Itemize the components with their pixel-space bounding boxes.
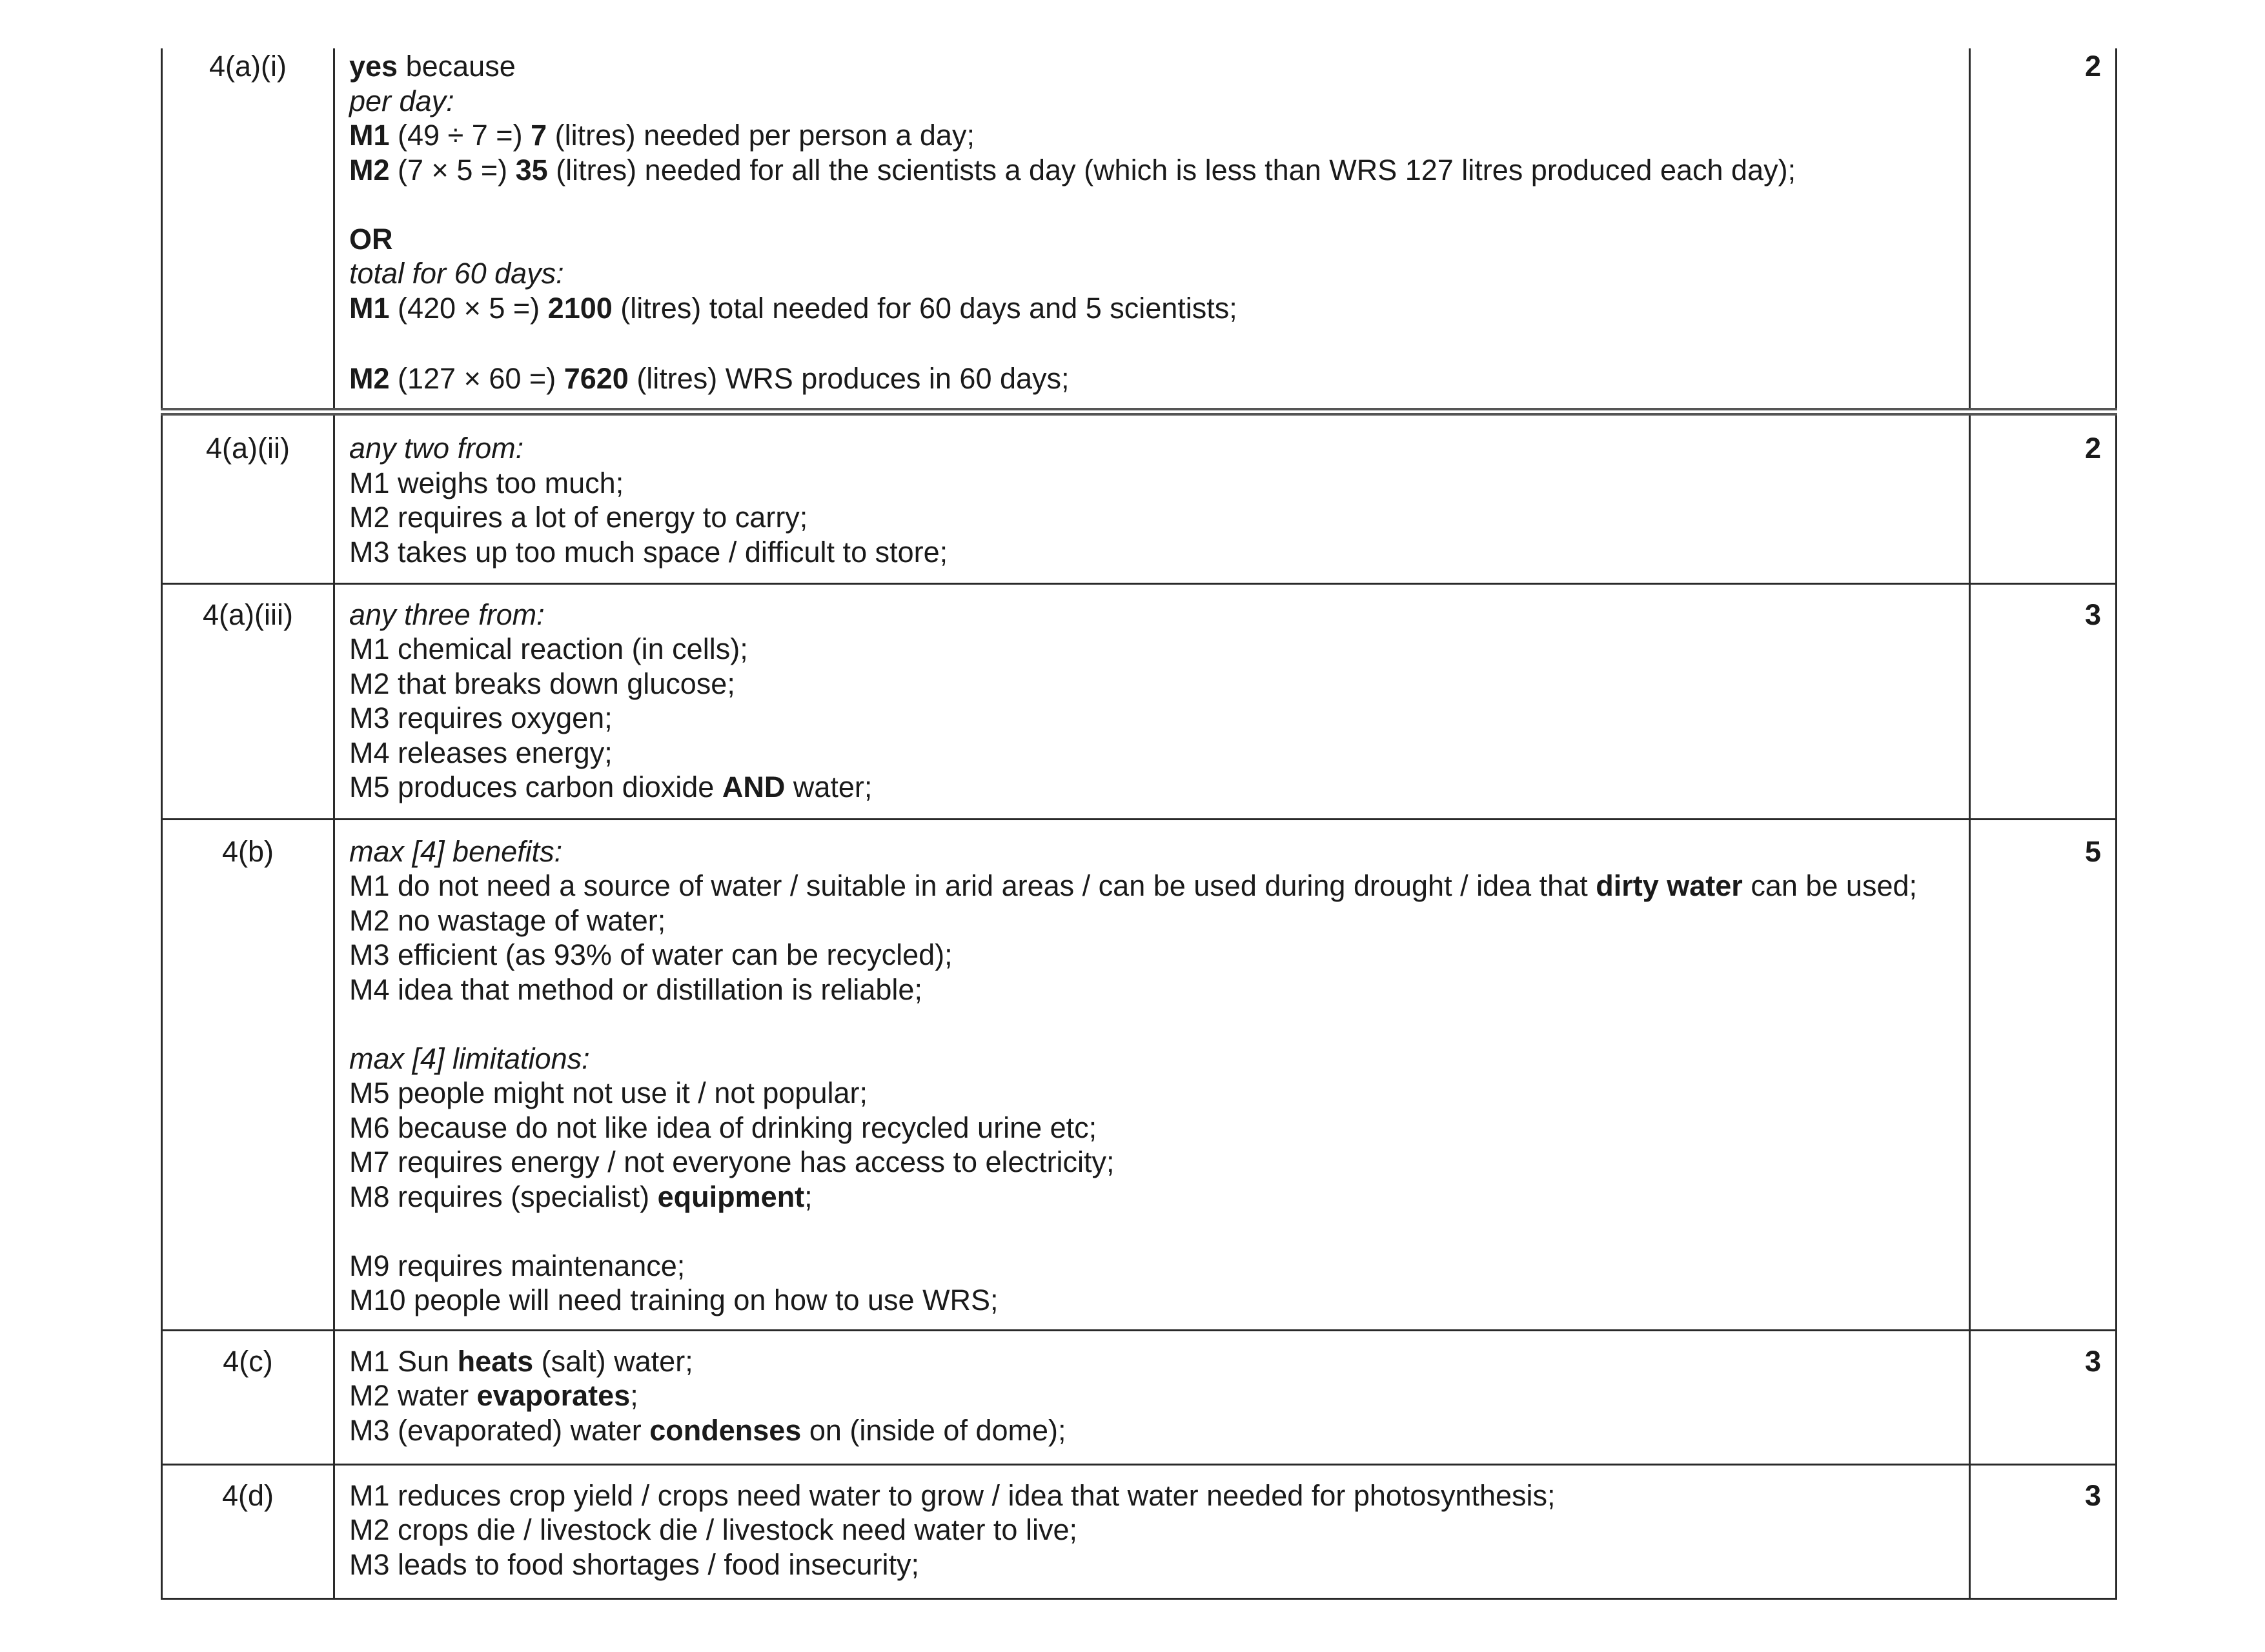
marks-cell: [1970, 819, 2117, 1330]
answer-text: because: [398, 50, 516, 83]
answer-line: [349, 1180, 1962, 1214]
table-row: [162, 583, 2117, 819]
answer-line: [349, 153, 1962, 188]
question-number: 4(d): [221, 1478, 274, 1512]
question-number: 4(a)(ii): [206, 432, 290, 465]
answer-text: (7 × 5 =): [389, 153, 516, 186]
answer-line: M2 crops die / livestock die / livestock need water to live;: [349, 1513, 1077, 1546]
answer-text: equipment: [657, 1180, 805, 1213]
answer-text: M3 (evaporated) water: [349, 1413, 650, 1447]
question-number-cell: [162, 412, 334, 583]
question-number-cell: [162, 819, 334, 1330]
answer-line: M7 requires energy / not everyone has access to electricity;: [349, 1145, 1115, 1178]
answer-text: on (inside of dome);: [801, 1413, 1066, 1447]
answer-text: 7: [531, 119, 547, 152]
answer-line: M3 requires oxygen;: [349, 701, 613, 734]
answer-line: M2 no wastage of water;: [349, 903, 666, 937]
question-number: 4(c): [223, 1344, 273, 1378]
marks-value: 3: [2084, 1344, 2101, 1378]
answer-cell: [334, 1464, 1970, 1598]
answer-line: [349, 869, 1962, 903]
answer-line: M10 people will need training on how to use WRS;: [349, 1284, 999, 1316]
answer-text: M1: [349, 119, 390, 152]
answer-text: M8 requires (specialist): [349, 1180, 658, 1213]
answer-cell: [334, 819, 1970, 1330]
answer-line: max [4] limitations:: [349, 1042, 590, 1075]
answer-line: M1 weighs too much;: [349, 466, 624, 499]
answer-line: [349, 770, 1962, 805]
answer-line: M1 reduces crop yield / crops need water to grow / idea that water needed for photosynthesis;: [349, 1478, 1556, 1512]
answer-text: ;: [804, 1180, 813, 1213]
answer-line: OR: [349, 222, 393, 256]
answer-line: M3 leads to food shortages / food insecurity;: [349, 1547, 919, 1581]
question-number-cell: [162, 48, 334, 412]
question-number: 4(a)(i): [209, 50, 287, 83]
answer-text: can be used;: [1742, 869, 1918, 902]
table-row: [162, 48, 2117, 412]
answer-line: any three from:: [349, 598, 545, 631]
spacer: [349, 187, 1962, 222]
answer-text: (127 × 60 =): [389, 362, 564, 395]
answer-line: M4 idea that method or distillation is reliable;: [349, 972, 922, 1006]
answer-text: (49 ÷ 7 =): [389, 119, 531, 152]
table-row: [162, 1464, 2117, 1598]
answer-cell: [334, 412, 1970, 583]
answer-text: (litres) total needed for 60 days and 5 scientists;: [612, 291, 1237, 325]
answer-text: (litres) needed per person a day;: [547, 119, 975, 152]
marks-cell: [1970, 412, 2117, 583]
mark-scheme-table: [161, 48, 2117, 1600]
answer-line: total for 60 days:: [349, 257, 564, 290]
answer-cell: [334, 48, 1970, 412]
answer-line: M2 requires a lot of energy to carry;: [349, 501, 808, 534]
answer-text: 35: [515, 153, 548, 186]
answer-line: [349, 118, 1962, 153]
answer-text: (420 × 5 =): [389, 291, 548, 325]
question-number-cell: [162, 1330, 334, 1464]
answer-line: [349, 291, 1962, 326]
answer-text: heats: [457, 1344, 534, 1378]
marks-value: 2: [2084, 432, 2101, 465]
answer-line: [349, 1344, 1962, 1379]
answer-text: evaporates: [476, 1379, 631, 1412]
answer-text: M5 produces carbon dioxide: [349, 771, 722, 803]
answer-text: (salt) water;: [533, 1344, 693, 1378]
answer-line: [349, 1413, 1962, 1448]
answer-text: water;: [785, 771, 873, 803]
table-row: [162, 412, 2117, 583]
answer-text: M2 water: [349, 1379, 477, 1412]
answer-line: M3 takes up too much space / difficult to store;: [349, 535, 948, 569]
marks-value: 2: [2084, 50, 2101, 83]
answer-text: M1: [349, 291, 390, 325]
marks-value: 5: [2084, 834, 2101, 868]
marks-cell: [1970, 48, 2117, 412]
question-number: 4(b): [221, 834, 274, 868]
answer-text: M1 Sun: [349, 1344, 458, 1378]
answer-line: any two from:: [349, 432, 524, 465]
answer-line: M3 efficient (as 93% of water can be recycled);: [349, 938, 953, 971]
question-number: 4(a)(iii): [203, 598, 293, 631]
spacer: [349, 325, 1962, 361]
question-number-cell: [162, 583, 334, 819]
answer-line: M2 that breaks down glucose;: [349, 667, 735, 700]
answer-text: dirty water: [1596, 869, 1743, 902]
marks-cell: [1970, 1330, 2117, 1464]
answer-line: [349, 361, 1962, 396]
answer-line: M1 chemical reaction (in cells);: [349, 632, 748, 665]
answer-cell: [334, 583, 1970, 819]
answer-text: M2: [349, 362, 390, 395]
answer-line: max [4] benefits:: [349, 834, 563, 868]
answer-text: ;: [630, 1379, 638, 1412]
answer-text: 7620: [564, 362, 629, 395]
answer-line: per day:: [349, 84, 454, 117]
table-row: [162, 1330, 2117, 1464]
marks-cell: [1970, 583, 2117, 819]
table-row: [162, 819, 2117, 1330]
question-number-cell: [162, 1464, 334, 1598]
answer-line: M5 people might not use it / not popular;: [349, 1076, 868, 1109]
answer-cell: [334, 1330, 1970, 1464]
answer-text: 2100: [547, 291, 613, 325]
answer-line: [349, 49, 1962, 84]
spacer: [349, 1214, 1962, 1249]
answer-text: (litres) WRS produces in 60 days;: [628, 362, 1070, 395]
answer-line: M4 releases energy;: [349, 736, 613, 769]
marks-cell: [1970, 1464, 2117, 1598]
answer-text: yes: [349, 50, 398, 83]
marks-value: 3: [2084, 598, 2101, 631]
answer-text: condenses: [649, 1413, 802, 1447]
answer-text: AND: [722, 771, 786, 803]
answer-text: (litres) needed for all the scientists a day (which is less than WRS 127 litres produced each day);: [547, 153, 1796, 186]
answer-text: M1 do not need a source of water / suitable in arid areas / can be used during drought / idea that: [349, 869, 1596, 902]
answer-line: M6 because do not like idea of drinking recycled urine etc;: [349, 1111, 1097, 1144]
spacer: [349, 1007, 1962, 1042]
answer-text: M2: [349, 153, 390, 186]
answer-line: [349, 1378, 1962, 1413]
marks-value: 3: [2084, 1478, 2101, 1512]
answer-line: M9 requires maintenance;: [349, 1249, 686, 1282]
